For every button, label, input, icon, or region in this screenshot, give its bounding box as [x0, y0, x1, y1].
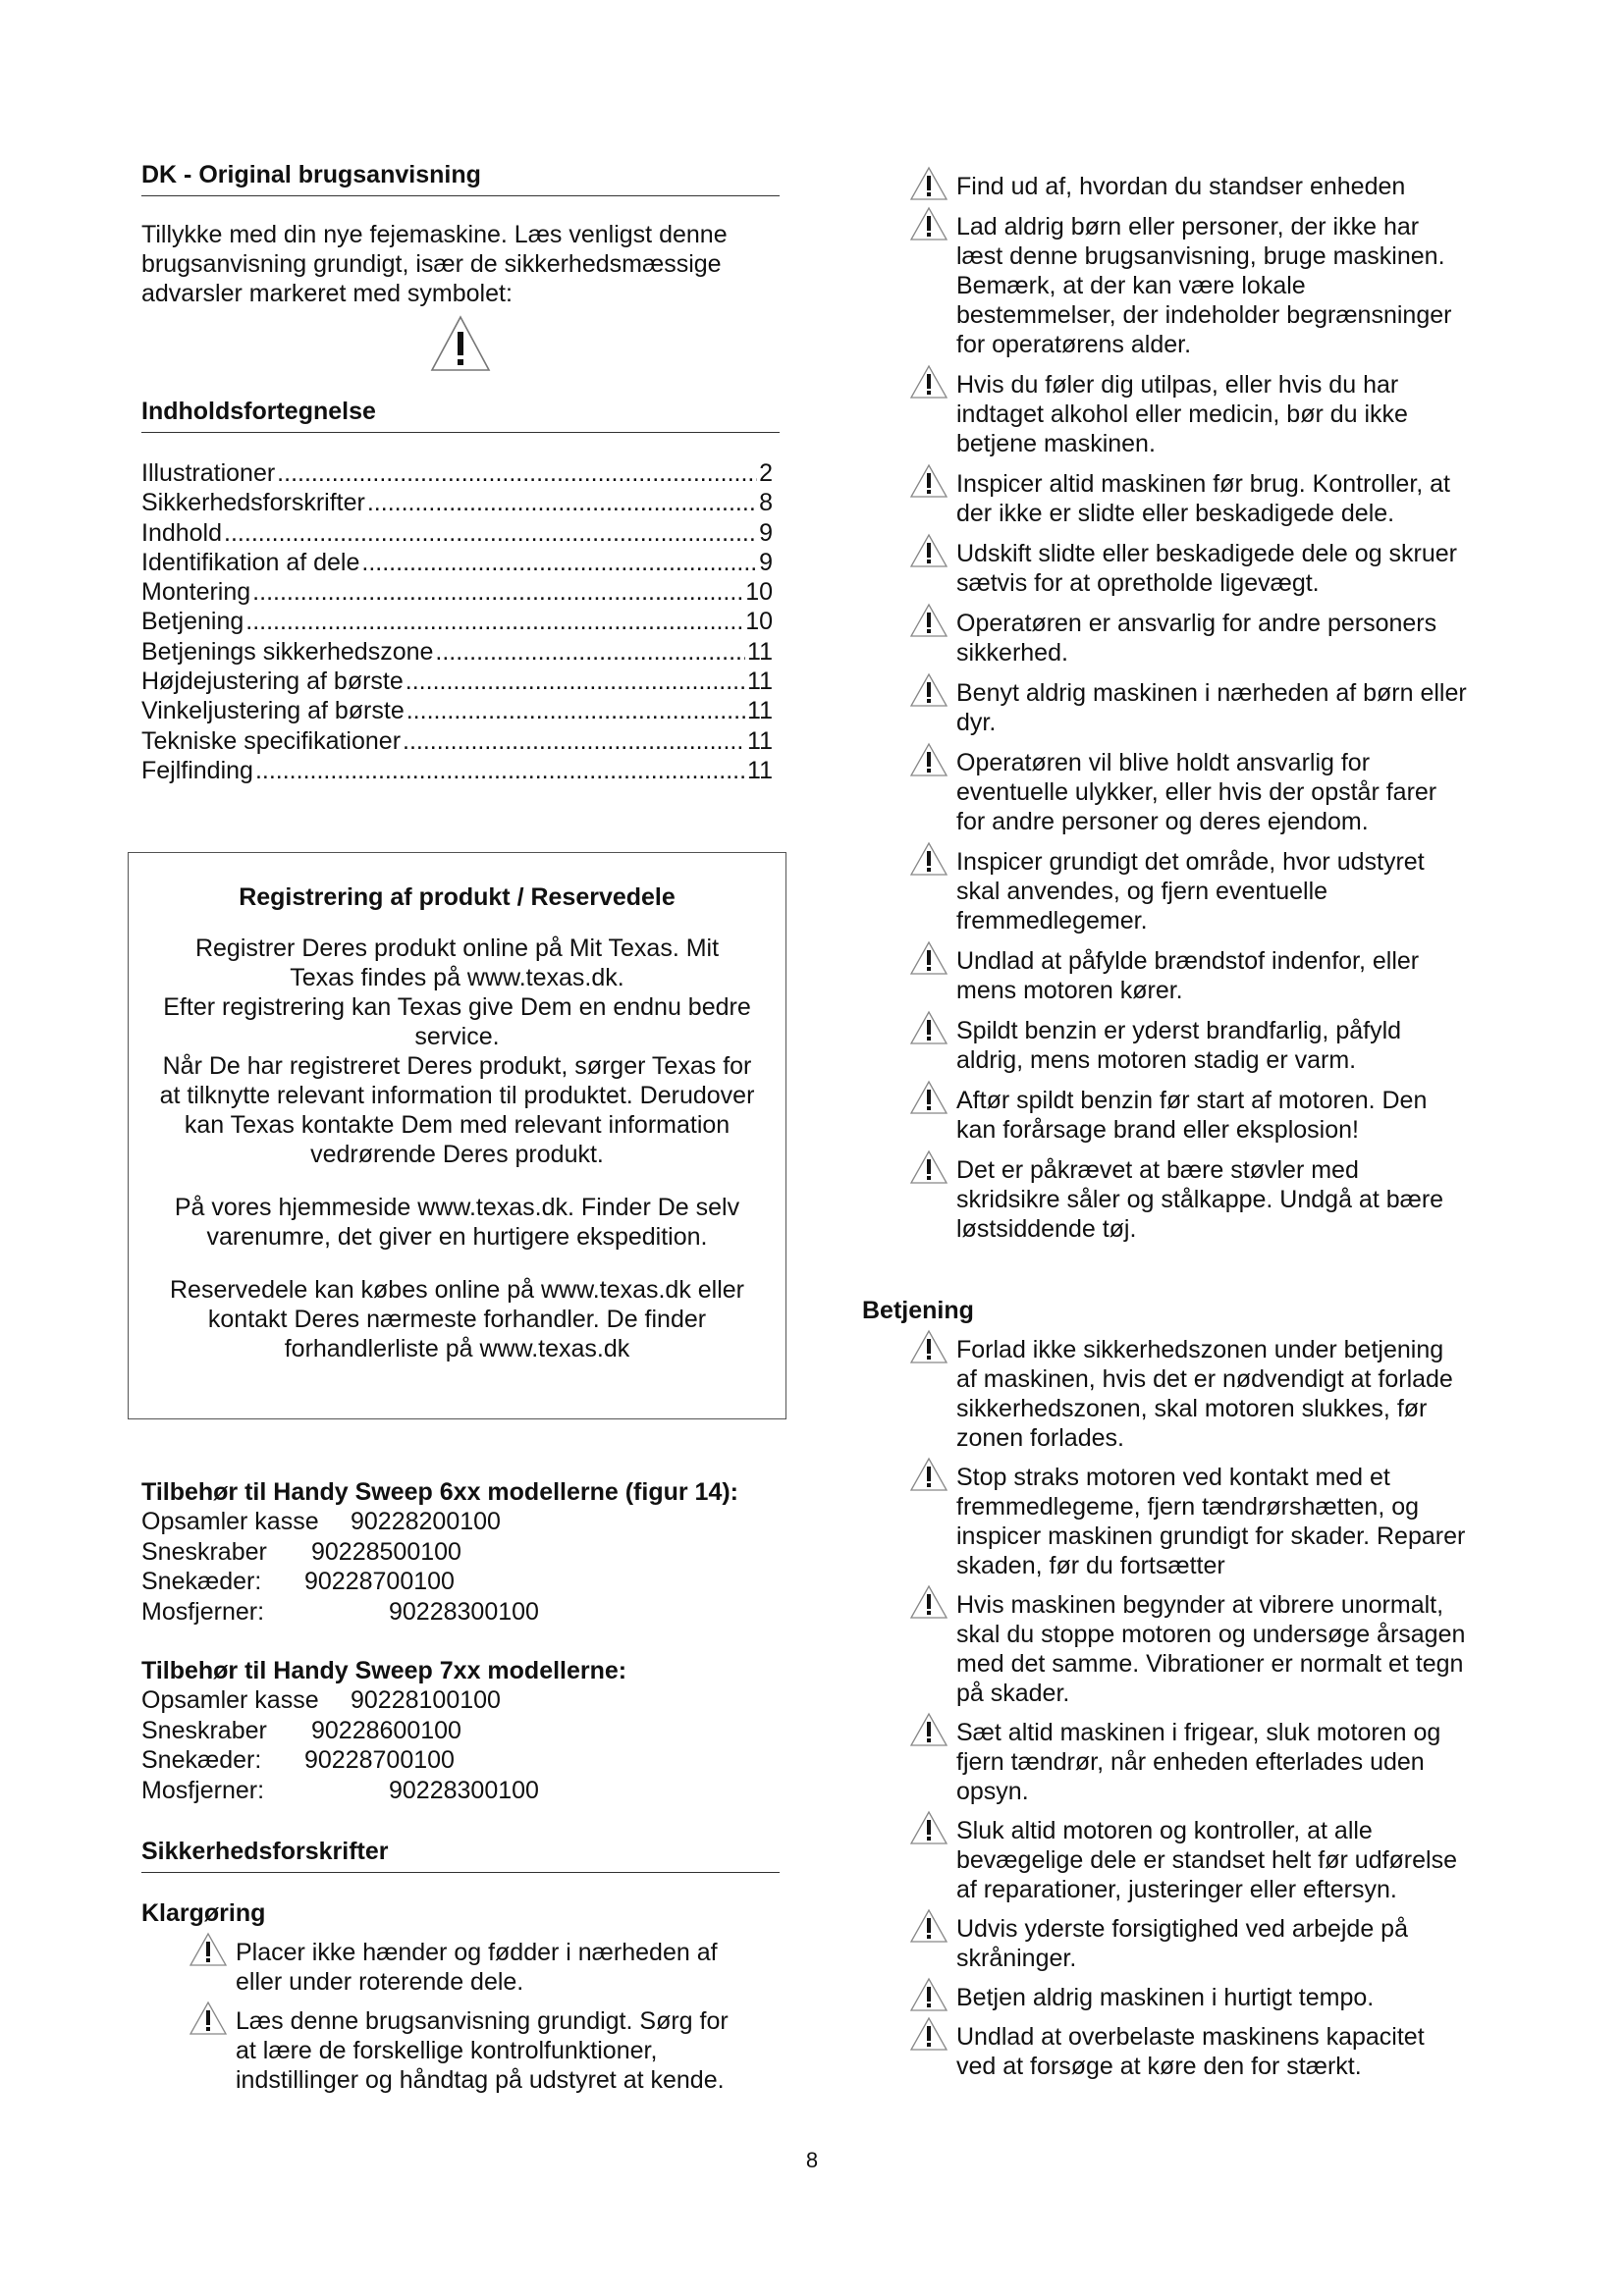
toc-entry-label: Sikkerhedsforskrifter — [141, 489, 365, 517]
toc-entry-label: Indhold — [141, 518, 223, 547]
accessories-6xx — [141, 1477, 789, 1627]
toc-entry-label: Illustrationer — [141, 459, 276, 487]
operation-section — [862, 1296, 1518, 2091]
warning-triangle-icon — [909, 364, 948, 400]
registration-title: Registrering af produkt / Reservedele — [239, 883, 676, 911]
warning-triangle-icon — [909, 742, 948, 777]
toc-entry — [141, 756, 773, 785]
warning-item — [956, 678, 1518, 737]
warning-triangle-icon — [909, 1149, 948, 1185]
accessories-7xx — [141, 1656, 789, 1805]
toc-entry-page: 10 — [745, 608, 773, 636]
toc-entry-page: 8 — [759, 489, 773, 517]
warning-text: Inspicer altid maskinen før brug. Kontroller, at der ikke er slidte eller beskadigede dele. — [956, 470, 1451, 527]
warning-text: Find ud af, hvordan du standser enheden — [956, 173, 1406, 200]
warning-text: Betjen aldrig maskinen i hurtigt tempo. — [956, 1984, 1375, 2011]
warning-text: Læs denne brugsanvisning grundigt. Sørg for at lære de forskellige kontrolfunktioner, indstillinger og håndtag på udstyret at kende. — [236, 2007, 729, 2094]
toc-entry-label: Højdejustering af børste — [141, 667, 404, 696]
toc-leader-dots — [403, 726, 745, 756]
preparation-title: Klargøring — [141, 1899, 266, 1927]
warning-item — [956, 1086, 1518, 1145]
warning-item — [956, 1155, 1518, 1244]
warning-triangle-icon — [909, 533, 948, 568]
warning-triangle-icon — [909, 1712, 948, 1747]
toc-leader-dots — [406, 667, 745, 696]
toc-entry — [141, 726, 773, 756]
list-item: Snekæder: 90228700100 — [141, 1568, 455, 1595]
list-item: Sneskraber 90228500100 — [141, 1537, 461, 1566]
toc-leader-dots — [277, 458, 757, 488]
warning-item — [956, 172, 1518, 201]
toc-leader-dots — [245, 607, 743, 636]
document-title: DK - Original brugsanvisning — [141, 160, 780, 196]
warning-triangle-icon — [909, 603, 948, 638]
list-item: Sneskraber 90228600100 — [141, 1716, 461, 1744]
warning-triangle-icon — [909, 1977, 948, 2012]
warning-triangle-icon — [909, 672, 948, 708]
toc-entry-page: 10 — [745, 578, 773, 607]
accessories-7xx-title: Tilbehør til Handy Sweep 7xx modellerne: — [141, 1657, 627, 1684]
warning-triangle-icon — [909, 1457, 948, 1492]
toc-entry — [141, 667, 773, 696]
warning-item — [956, 1590, 1518, 1708]
toc-leader-dots — [252, 577, 743, 607]
warning-text: Placer ikke hænder og fødder i nærheden af eller under roterende dele. — [236, 1939, 718, 1996]
toc-entry-label: Betjenings sikkerhedszone — [141, 637, 434, 666]
warning-item — [956, 2022, 1518, 2081]
warning-triangle-icon — [909, 206, 948, 241]
list-item: Mosfjerner: 90228300100 — [141, 1597, 539, 1626]
toc-leader-dots — [406, 696, 745, 725]
toc-entry — [141, 518, 773, 548]
operation-title: Betjening — [862, 1297, 974, 1324]
warning-item — [956, 1914, 1518, 1973]
warning-text: Inspicer grundigt det område, hvor udstyret skal anvendes, og fjern eventuelle fremmedlegemer. — [956, 848, 1425, 934]
warning-triangle-icon — [909, 1080, 948, 1115]
warning-text: Operatøren vil blive holdt ansvarlig for eventuelle ulykker, eller hvis der opstår farer for andre personer og deres ejendom. — [956, 749, 1437, 835]
toc-entry — [141, 458, 773, 488]
toc-entry-page: 9 — [759, 548, 773, 576]
preparation-warnings — [236, 1938, 789, 2095]
warning-text: Lad aldrig børn eller personer, der ikke har læst denne brugsanvisning, bruge maskinen. Bemærk, at der kan være lokale bestemmelser, der indeholder begrænsninger for operatørens alder. — [956, 213, 1452, 358]
warning-item — [236, 2006, 789, 2095]
registration-paragraph-3: Reservedele kan købes online på www.texas.dk eller kontakt Deres nærmeste forhandler. De finder forhandlerliste på www.texas.dk — [169, 1276, 745, 1362]
registration-box — [128, 852, 786, 1419]
registration-paragraph-2: På vores hjemmeside www.texas.dk. Finder De selv varenumre, det giver en hurtigere ekspedition. — [174, 1194, 740, 1251]
left-column — [141, 160, 780, 785]
toc-entry-label: Fejlfinding — [141, 756, 253, 784]
warning-triangle-icon — [189, 2001, 228, 2036]
warning-triangle-icon — [909, 841, 948, 877]
warning-item — [956, 370, 1518, 458]
warning-item — [956, 1816, 1518, 1904]
warning-text: Hvis du føler dig utilpas, eller hvis du har indtaget alkohol eller medicin, bør du ikke betjene maskinen. — [956, 371, 1408, 457]
toc-entry-page: 2 — [759, 459, 773, 487]
warning-triangle-icon — [909, 1329, 948, 1364]
table-of-contents — [141, 458, 780, 785]
warning-item — [956, 1718, 1518, 1806]
toc-entry-page: 11 — [747, 726, 773, 755]
warning-text: Undlad at overbelaste maskinens kapacitet ved at forsøge at køre den for stærkt. — [956, 2023, 1425, 2080]
toc-entry — [141, 577, 773, 607]
warning-text: Hvis maskinen begynder at vibrere unormalt, skal du stoppe motoren og undersøge årsagen med det samme. Vibrationer er normalt et tegn på skader. — [956, 1591, 1466, 1707]
warning-text: Sæt altid maskinen i frigear, sluk motoren og fjern tændrør, når enheden efterlades uden opsyn. — [956, 1719, 1441, 1805]
list-item: Snekæder: 90228700100 — [141, 1746, 455, 1774]
warning-item — [956, 1335, 1518, 1453]
warning-text: Aftør spildt benzin før start af motoren. Den kan forårsage brand eller eksplosion! — [956, 1087, 1428, 1144]
warning-item — [956, 847, 1518, 935]
warning-item — [956, 539, 1518, 598]
warning-triangle-icon — [189, 1932, 228, 1967]
warning-text: Udvis yderste forsigtighed ved arbejde på skråninger. — [956, 1915, 1408, 1972]
warning-symbol — [141, 314, 780, 383]
warning-triangle-icon — [429, 314, 492, 373]
warning-triangle-icon — [909, 463, 948, 499]
warning-text: Benyt aldrig maskinen i nærheden af børn eller dyr. — [956, 679, 1467, 736]
toc-leader-dots — [361, 548, 757, 577]
warning-text: Udskift slidte eller beskadigede dele og skruer sætvis for at opretholde ligevægt. — [956, 540, 1457, 597]
list-item: Mosfjerner: 90228300100 — [141, 1776, 539, 1804]
toc-entry-page: 11 — [747, 667, 773, 696]
warning-item — [956, 212, 1518, 359]
list-item: Opsamler kasse 90228100100 — [141, 1686, 501, 1714]
toc-entry — [141, 488, 773, 517]
warning-text: Stop straks motoren ved kontakt med et fremmedlegeme, fjern tændrørshætten, og inspicer maskinen grundigt for skader. Reparer skaden, før du fortsætter — [956, 1464, 1466, 1579]
operation-warnings — [956, 1335, 1518, 2081]
warning-item — [956, 946, 1518, 1005]
warning-triangle-icon — [909, 1010, 948, 1045]
warning-item — [956, 748, 1518, 836]
toc-entry — [141, 548, 773, 577]
warning-item — [956, 469, 1518, 528]
toc-entry — [141, 607, 773, 636]
warning-text: Sluk altid motoren og kontroller, at alle bevægelige dele er standset helt før udførelse af reparationer, justeringer eller eftersyn. — [956, 1817, 1457, 1903]
warning-triangle-icon — [909, 2016, 948, 2052]
page-number: 8 — [805, 2148, 819, 2172]
warning-item — [956, 609, 1518, 667]
toc-entry-page: 11 — [747, 756, 773, 784]
intro-text: Tillykke med din nye fejemaskine. Læs venligst denne brugsanvisning grundigt, især de sikkerhedsmæssige advarsler markeret med symbolet: — [141, 221, 728, 307]
safety-title: Sikkerhedsforskrifter — [141, 1837, 780, 1873]
warning-item — [956, 1016, 1518, 1075]
warning-triangle-icon — [909, 1810, 948, 1845]
right-column — [862, 172, 1518, 1255]
toc-entry — [141, 637, 773, 667]
toc-entry-page: 11 — [747, 637, 773, 666]
warning-triangle-icon — [909, 1908, 948, 1944]
accessories-6xx-title: Tilbehør til Handy Sweep 6xx modellerne (figur 14): — [141, 1478, 739, 1506]
toc-entry-label: Tekniske specifikationer — [141, 726, 402, 755]
toc-entry-label: Identifikation af dele — [141, 548, 360, 576]
toc-leader-dots — [435, 637, 745, 667]
toc-entry-label: Betjening — [141, 608, 244, 636]
warning-item — [956, 1463, 1518, 1580]
warning-text: Undlad at påfylde brændstof indenfor, eller mens motoren kører. — [956, 947, 1420, 1004]
toc-leader-dots — [367, 488, 757, 517]
toc-entry — [141, 696, 773, 725]
toc-entry-page: 9 — [759, 518, 773, 547]
warning-text: Spildt benzin er yderst brandfarlig, påfyld aldrig, mens motoren stadig er varm. — [956, 1017, 1402, 1074]
toc-leader-dots — [224, 518, 757, 548]
safety-section — [141, 1837, 789, 2105]
warning-triangle-icon — [909, 1584, 948, 1620]
toc-entry-label: Vinkeljustering af børste — [141, 697, 405, 725]
list-item: Opsamler kasse 90228200100 — [141, 1508, 501, 1535]
warning-text: Operatøren er ansvarlig for andre personers sikkerhed. — [956, 610, 1437, 667]
warning-item — [956, 1983, 1518, 2012]
warning-text: Forlad ikke sikkerhedszonen under betjening af maskinen, hvis det er nødvendigt at forlade sikkerhedszonen, skal motoren slukkes, før zonen forlades. — [956, 1336, 1453, 1452]
registration-paragraph-1: Registrer Deres produkt online på Mit Texas. Mit Texas findes på www.texas.dk. Efter registrering kan Texas give Dem en endnu bedre service. Når De har registreret Deres produkt, sørger Texas for at tilknytte relevant information til produktet. Derudover kan Texas kontakte Dem med relevant information vedrørende Deres produkt. — [159, 934, 755, 1168]
toc-entry-page: 11 — [747, 697, 773, 725]
warning-text: Det er påkrævet at bære støvler med skridsikre såler og stålkappe. Undgå at bære løstsiddende tøj. — [956, 1156, 1444, 1243]
toc-title: Indholdsfortegnelse — [141, 397, 780, 433]
toc-leader-dots — [255, 756, 745, 785]
safety-warnings — [956, 172, 1518, 1244]
toc-entry-label: Montering — [141, 578, 251, 607]
warning-triangle-icon — [909, 166, 948, 201]
warning-item — [236, 1938, 789, 1997]
warning-triangle-icon — [909, 940, 948, 976]
